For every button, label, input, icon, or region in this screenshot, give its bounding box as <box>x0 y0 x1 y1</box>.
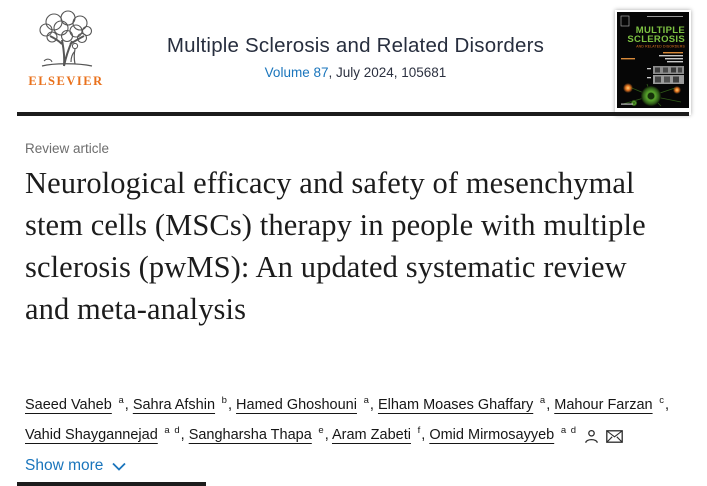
author-link[interactable]: Saeed Vaheb $^a$ <box>25 395 125 413</box>
section-divider <box>17 112 689 116</box>
author-link[interactable]: Vahid Shaygannejad $^{a d}$ <box>25 424 181 443</box>
elsevier-wordmark: ELSEVIER <box>28 74 104 88</box>
elsevier-tree-icon <box>34 10 98 68</box>
svg-text:SCLEROSIS: SCLEROSIS <box>627 34 685 45</box>
article-title: Neurological efficacy and safety of mesenchymal stem cells (MSCs) therapy in people with multiple sclerosis (pwMS): An updated systematic review and meta-analysis <box>25 166 646 326</box>
show-more-label: Show more <box>25 457 104 474</box>
author-list: Saeed Vaheb $^a$, Sahra Afshin $^b$, Hamed Ghoshouni $^a$, Elham Moases Ghaffary $^a$, Mahour Farzan $^c$, Vahid Shaygannejad $^{a d}$, Sangharsha Thapa $^e$, Aram Zabeti $^f$, Omid Mirmosayyeb $^{a d}$ <box>25 388 693 450</box>
volume-link[interactable]: Volume 87 <box>264 65 329 80</box>
author-link[interactable]: Sahra Afshin $^b$ <box>132 395 228 413</box>
next-section-divider <box>17 482 206 486</box>
author-link[interactable]: Sangharsha Thapa $^e$ <box>188 424 325 443</box>
email-author-icon[interactable] <box>606 430 623 443</box>
journal-title-link[interactable]: Multiple Sclerosis and Related Disorders <box>166 34 545 57</box>
journal-cover-thumbnail[interactable] <box>615 10 691 115</box>
article-type-label: Review article <box>25 141 110 156</box>
author-profile-icon[interactable] <box>584 429 599 444</box>
author-link[interactable]: Aram Zabeti $^f$ <box>331 424 422 443</box>
svg-text:MULTIPLE: MULTIPLE <box>635 25 685 36</box>
issue-info: , July 2024, 105681 <box>328 65 447 80</box>
journal-banner <box>0 0 707 104</box>
journal-cover-art <box>617 12 689 108</box>
show-more-button[interactable] <box>25 457 126 475</box>
author-link[interactable]: Mahour Farzan $^c$ <box>554 395 665 413</box>
svg-text:AND RELATED DISORDERS: AND RELATED DISORDERS <box>636 44 685 49</box>
author-link[interactable]: Omid Mirmosayyeb $^{a d}$ <box>429 424 578 443</box>
elsevier-logo[interactable] <box>26 10 106 89</box>
issue-line <box>106 65 605 80</box>
corresponding-author-icons <box>584 424 630 450</box>
journal-banner-center <box>106 10 605 80</box>
chevron-down-icon <box>112 462 126 471</box>
author-link[interactable]: Elham Moases Ghaffary $^a$ <box>377 395 547 413</box>
author-link[interactable]: Hamed Ghoshouni $^a$ <box>236 395 370 413</box>
